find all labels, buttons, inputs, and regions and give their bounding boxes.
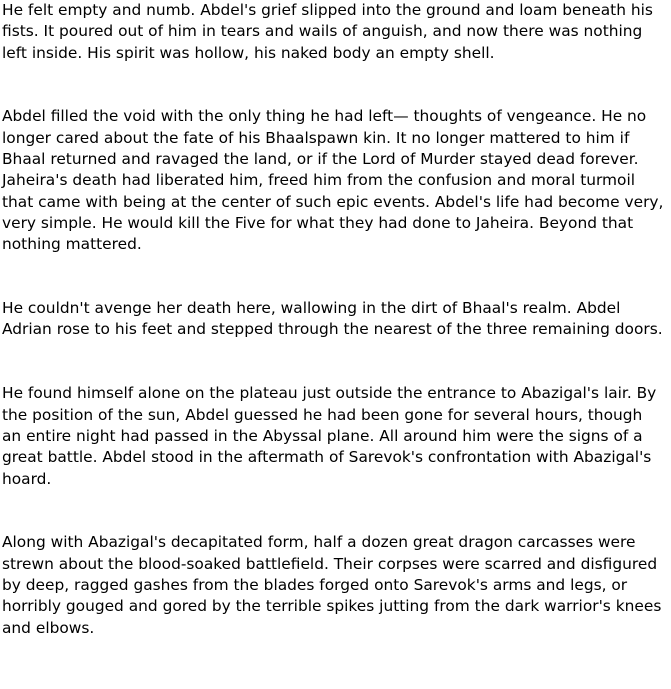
text-line: an entire night had passed in the Abyssal plane. All around him were the signs of a (2, 426, 643, 445)
text-line: that came with being at the center of such epic events. Abdel's life had become very, (2, 192, 664, 211)
paragraph-gap (2, 64, 671, 107)
text-line: very simple. He would kill the Five for what they had done to Jaheira. Beyond that (2, 213, 634, 232)
text-line: He couldn't avenge her death here, wallowing in the dirt of Bhaal's realm. Abdel (2, 299, 621, 318)
text-line: great battle. Abdel stood in the aftermath of Sarevok's confrontation with Abazigal's (2, 448, 652, 467)
text-line: longer cared about the fate of his Bhaalspawn kin. It no longer mattered to him if (2, 128, 630, 147)
paragraph-gap (2, 341, 671, 384)
text-line: strewn about the blood-soaked battlefield. Their corpses were scarred and disfigured (2, 554, 658, 573)
text-line: left inside. His spirit was hollow, his naked body an empty shell. (2, 43, 495, 62)
text-line: Abdel filled the void with the only thing he had left— thoughts of vengeance. He no (2, 107, 647, 126)
paragraph-2 (2, 106, 671, 255)
text-line: horribly gouged and gored by the terrible spikes jutting from the dark warrior's knees (2, 597, 662, 616)
paragraph-4 (2, 383, 671, 489)
text-line: Adrian rose to his feet and stepped through the nearest of the three remaining doors. (2, 320, 663, 339)
text-line: He felt empty and numb. Abdel's grief slipped into the ground and loam beneath his (2, 1, 653, 19)
text-line: and elbows. (2, 618, 95, 637)
text-line: Along with Abazigal's decapitated form, half a dozen great dragon carcasses were (2, 533, 636, 552)
text-line: by deep, ragged gashes from the blades forged onto Sarevok's arms and legs, or (2, 576, 628, 595)
paragraph-gap (2, 256, 671, 299)
paragraph-gap (2, 490, 671, 533)
text-line: fists. It poured out of him in tears and wails of anguish, and now there was nothing (2, 22, 643, 41)
text-line: He found himself alone on the plateau just outside the entrance to Abazigal's lair. By (2, 384, 657, 403)
paragraph-3 (2, 298, 671, 341)
text-line: Bhaal returned and ravaged the land, or if the Lord of Murder stayed dead forever. (2, 150, 639, 169)
text-line: Jaheira's death had liberated him, freed him from the confusion and moral turmoil (2, 171, 636, 190)
text-line: nothing mattered. (2, 235, 142, 254)
paragraph-5 (2, 532, 671, 638)
text-line: hoard. (2, 469, 52, 488)
text-line: the position of the sun, Abdel guessed he had been gone for several hours, though (2, 405, 643, 424)
paragraph-1 (2, 0, 671, 64)
